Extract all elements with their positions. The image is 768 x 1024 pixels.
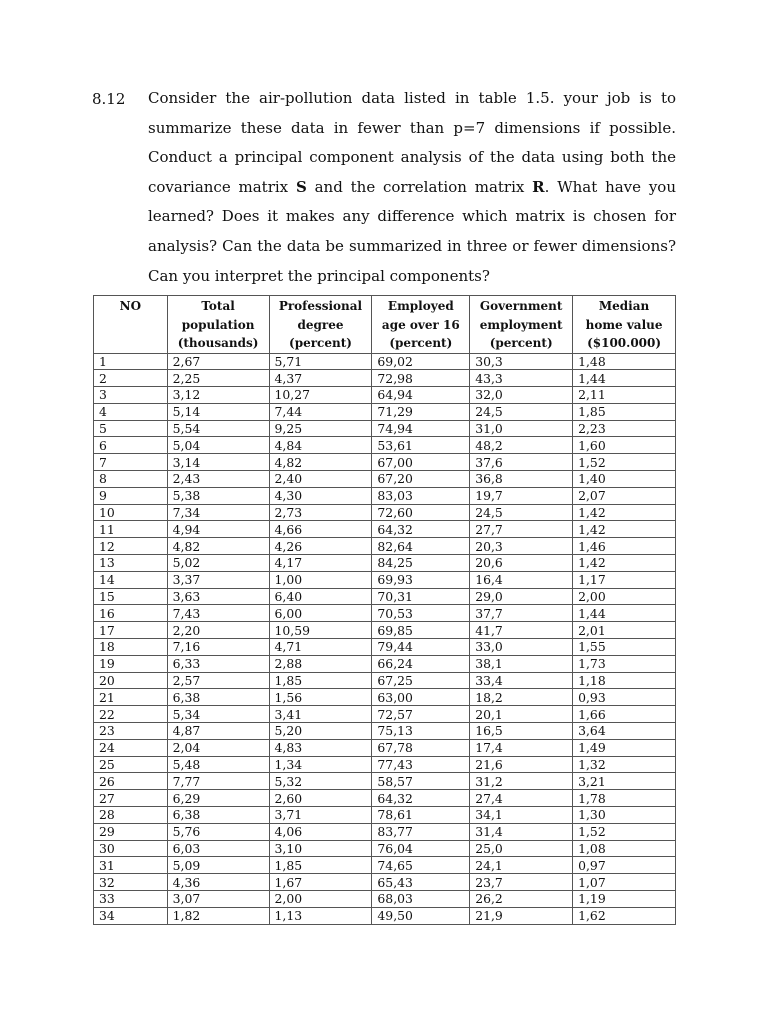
cell-median-home-value: 1,44 <box>573 605 676 622</box>
cell-employed-age-over-16: 69,02 <box>372 353 470 370</box>
cell-no: 17 <box>94 622 168 639</box>
cell-professional-degree: 6,00 <box>269 605 372 622</box>
cell-professional-degree: 2,88 <box>269 655 372 672</box>
problem-text-part: . What have you learned? Does it makes any difference which matrix is chosen for analysis? Can the data be summarized in three or fewer dimensions? Can you interpret the principal components? <box>148 177 676 285</box>
cell-no: 28 <box>94 807 168 824</box>
table-row <box>94 790 676 807</box>
cell-median-home-value: 0,97 <box>573 857 676 874</box>
cell-employed-age-over-16: 83,03 <box>372 487 470 504</box>
table-row <box>94 857 676 874</box>
header-line: Employed <box>387 299 454 313</box>
cell-no: 9 <box>94 487 168 504</box>
header-line: (thousands) <box>177 336 259 350</box>
table-row <box>94 739 676 756</box>
covariance-symbol: S <box>295 177 307 196</box>
table-row <box>94 588 676 605</box>
cell-employed-age-over-16: 82,64 <box>372 538 470 555</box>
cell-total-population: 5,76 <box>167 823 269 840</box>
cell-professional-degree: 6,40 <box>269 588 372 605</box>
cell-employed-age-over-16: 67,00 <box>372 454 470 471</box>
cell-professional-degree: 9,25 <box>269 420 372 437</box>
cell-employed-age-over-16: 76,04 <box>372 840 470 857</box>
cell-median-home-value: 2,23 <box>573 420 676 437</box>
cell-no: 12 <box>94 538 168 555</box>
table-row <box>94 689 676 706</box>
table-row <box>94 840 676 857</box>
header-line: Government <box>479 299 563 313</box>
cell-no: 4 <box>94 403 168 420</box>
cell-employed-age-over-16: 64,94 <box>372 387 470 404</box>
header-line: Total <box>201 299 235 313</box>
problem-text-part: Consider the air-pollution data listed in table 1.5. your job is to summarize these data in fewer than p=7 dimensions if possible. Conduct a principal component analysis of the data using both the covariance matrix <box>148 89 676 196</box>
table-row <box>94 605 676 622</box>
cell-government-employment: 20,1 <box>470 706 573 723</box>
cell-total-population: 7,34 <box>167 504 269 521</box>
cell-no: 22 <box>94 706 168 723</box>
cell-no: 20 <box>94 672 168 689</box>
air-pollution-table <box>93 295 676 925</box>
cell-median-home-value: 2,11 <box>573 387 676 404</box>
cell-median-home-value: 1,49 <box>573 739 676 756</box>
cell-median-home-value: 2,00 <box>573 588 676 605</box>
table-row <box>94 487 676 504</box>
cell-total-population: 5,38 <box>167 487 269 504</box>
cell-government-employment: 19,7 <box>470 487 573 504</box>
cell-government-employment: 23,7 <box>470 874 573 891</box>
header-line: (percent) <box>289 336 352 350</box>
header-total-population <box>167 296 269 354</box>
table-row <box>94 504 676 521</box>
header-line: age over 16 <box>381 317 460 332</box>
cell-median-home-value: 1,60 <box>573 437 676 454</box>
cell-government-employment: 32,0 <box>470 387 573 404</box>
cell-total-population: 3,07 <box>167 891 269 908</box>
cell-government-employment: 31,0 <box>470 420 573 437</box>
cell-total-population: 4,94 <box>167 521 269 538</box>
cell-median-home-value: 3,64 <box>573 723 676 740</box>
cell-employed-age-over-16: 67,78 <box>372 739 470 756</box>
cell-median-home-value: 2,01 <box>573 622 676 639</box>
header-government-employment <box>470 296 573 354</box>
table-row <box>94 823 676 840</box>
cell-total-population: 6,03 <box>167 840 269 857</box>
cell-professional-degree: 3,71 <box>269 807 372 824</box>
cell-no: 34 <box>94 907 168 924</box>
problem-number: 8.12 <box>92 90 126 108</box>
cell-total-population: 7,16 <box>167 639 269 656</box>
cell-employed-age-over-16: 49,50 <box>372 907 470 924</box>
table-row <box>94 706 676 723</box>
cell-government-employment: 20,3 <box>470 538 573 555</box>
cell-median-home-value: 1,19 <box>573 891 676 908</box>
cell-employed-age-over-16: 84,25 <box>372 555 470 572</box>
cell-median-home-value: 1,55 <box>573 639 676 656</box>
cell-median-home-value: 1,44 <box>573 370 676 387</box>
cell-total-population: 2,43 <box>167 471 269 488</box>
cell-government-employment: 30,3 <box>470 353 573 370</box>
cell-employed-age-over-16: 79,44 <box>372 639 470 656</box>
cell-total-population: 4,87 <box>167 723 269 740</box>
cell-professional-degree: 5,20 <box>269 723 372 740</box>
header-line: ($100.000) <box>587 336 662 350</box>
cell-employed-age-over-16: 68,03 <box>372 891 470 908</box>
cell-no: 15 <box>94 588 168 605</box>
cell-no: 18 <box>94 639 168 656</box>
cell-government-employment: 17,4 <box>470 739 573 756</box>
cell-median-home-value: 1,07 <box>573 874 676 891</box>
cell-median-home-value: 1,18 <box>573 672 676 689</box>
cell-total-population: 6,38 <box>167 807 269 824</box>
header-line: Professional <box>278 299 363 313</box>
cell-professional-degree: 4,84 <box>269 437 372 454</box>
cell-median-home-value: 1,52 <box>573 823 676 840</box>
cell-employed-age-over-16: 71,29 <box>372 403 470 420</box>
header-line: Median <box>598 299 650 313</box>
table-row <box>94 521 676 538</box>
cell-government-employment: 20,6 <box>470 555 573 572</box>
cell-employed-age-over-16: 64,32 <box>372 790 470 807</box>
correlation-symbol: R <box>532 177 545 196</box>
table-row <box>94 471 676 488</box>
cell-professional-degree: 4,37 <box>269 370 372 387</box>
cell-median-home-value: 1,17 <box>573 571 676 588</box>
cell-total-population: 2,04 <box>167 739 269 756</box>
cell-employed-age-over-16: 53,61 <box>372 437 470 454</box>
cell-professional-degree: 1,56 <box>269 689 372 706</box>
cell-government-employment: 41,7 <box>470 622 573 639</box>
cell-professional-degree: 1,00 <box>269 571 372 588</box>
cell-total-population: 3,37 <box>167 571 269 588</box>
cell-median-home-value: 1,42 <box>573 555 676 572</box>
cell-total-population: 2,67 <box>167 353 269 370</box>
header-no <box>94 296 168 354</box>
cell-total-population: 5,02 <box>167 555 269 572</box>
cell-government-employment: 36,8 <box>470 471 573 488</box>
table-row <box>94 370 676 387</box>
cell-government-employment: 48,2 <box>470 437 573 454</box>
cell-no: 14 <box>94 571 168 588</box>
cell-total-population: 3,63 <box>167 588 269 605</box>
cell-no: 25 <box>94 756 168 773</box>
table-row <box>94 655 676 672</box>
cell-professional-degree: 4,83 <box>269 739 372 756</box>
cell-professional-degree: 3,10 <box>269 840 372 857</box>
cell-professional-degree: 1,13 <box>269 907 372 924</box>
cell-median-home-value: 1,08 <box>573 840 676 857</box>
cell-government-employment: 21,9 <box>470 907 573 924</box>
cell-government-employment: 26,2 <box>470 891 573 908</box>
header-line: degree <box>297 317 344 332</box>
cell-total-population: 2,20 <box>167 622 269 639</box>
cell-employed-age-over-16: 58,57 <box>372 773 470 790</box>
cell-professional-degree: 4,66 <box>269 521 372 538</box>
cell-government-employment: 33,4 <box>470 672 573 689</box>
cell-government-employment: 18,2 <box>470 689 573 706</box>
cell-employed-age-over-16: 72,57 <box>372 706 470 723</box>
cell-median-home-value: 1,40 <box>573 471 676 488</box>
header-median-home-value <box>573 296 676 354</box>
table-row <box>94 437 676 454</box>
cell-no: 10 <box>94 504 168 521</box>
cell-total-population: 4,36 <box>167 874 269 891</box>
header-employed-age-over-16 <box>372 296 470 354</box>
table-header <box>94 296 676 354</box>
cell-no: 32 <box>94 874 168 891</box>
cell-government-employment: 21,6 <box>470 756 573 773</box>
cell-total-population: 5,48 <box>167 756 269 773</box>
cell-government-employment: 43,3 <box>470 370 573 387</box>
cell-employed-age-over-16: 70,31 <box>372 588 470 605</box>
cell-no: 30 <box>94 840 168 857</box>
cell-median-home-value: 1,85 <box>573 403 676 420</box>
cell-no: 33 <box>94 891 168 908</box>
cell-government-employment: 24,5 <box>470 403 573 420</box>
cell-median-home-value: 2,07 <box>573 487 676 504</box>
cell-employed-age-over-16: 63,00 <box>372 689 470 706</box>
cell-median-home-value: 1,46 <box>573 538 676 555</box>
cell-professional-degree: 4,82 <box>269 454 372 471</box>
cell-government-employment: 37,6 <box>470 454 573 471</box>
cell-no: 26 <box>94 773 168 790</box>
cell-government-employment: 16,5 <box>470 723 573 740</box>
cell-median-home-value: 1,30 <box>573 807 676 824</box>
table-row <box>94 874 676 891</box>
cell-employed-age-over-16: 74,65 <box>372 857 470 874</box>
table-row <box>94 773 676 790</box>
table-row <box>94 622 676 639</box>
cell-no: 1 <box>94 353 168 370</box>
cell-professional-degree: 1,85 <box>269 857 372 874</box>
cell-employed-age-over-16: 74,94 <box>372 420 470 437</box>
cell-total-population: 6,33 <box>167 655 269 672</box>
cell-no: 2 <box>94 370 168 387</box>
header-line: population <box>181 317 255 332</box>
header-row <box>94 296 676 354</box>
cell-no: 8 <box>94 471 168 488</box>
table-row <box>94 403 676 420</box>
table-body <box>94 353 676 924</box>
cell-total-population: 5,54 <box>167 420 269 437</box>
cell-professional-degree: 2,60 <box>269 790 372 807</box>
cell-no: 13 <box>94 555 168 572</box>
cell-professional-degree: 2,00 <box>269 891 372 908</box>
cell-employed-age-over-16: 64,32 <box>372 521 470 538</box>
header-line: (percent) <box>389 336 453 350</box>
table-row <box>94 420 676 437</box>
table-row <box>94 571 676 588</box>
cell-median-home-value: 1,32 <box>573 756 676 773</box>
cell-professional-degree: 3,41 <box>269 706 372 723</box>
problem-statement <box>92 84 676 291</box>
cell-total-population: 3,12 <box>167 387 269 404</box>
table-row <box>94 387 676 404</box>
cell-total-population: 6,29 <box>167 790 269 807</box>
cell-no: 7 <box>94 454 168 471</box>
table-row <box>94 807 676 824</box>
cell-no: 27 <box>94 790 168 807</box>
cell-no: 5 <box>94 420 168 437</box>
cell-median-home-value: 3,21 <box>573 773 676 790</box>
cell-government-employment: 31,2 <box>470 773 573 790</box>
cell-total-population: 7,43 <box>167 605 269 622</box>
cell-total-population: 5,34 <box>167 706 269 723</box>
table-row <box>94 756 676 773</box>
cell-employed-age-over-16: 67,20 <box>372 471 470 488</box>
cell-total-population: 5,14 <box>167 403 269 420</box>
header-line: NO <box>119 299 142 313</box>
table-row <box>94 672 676 689</box>
cell-no: 6 <box>94 437 168 454</box>
cell-total-population: 7,77 <box>167 773 269 790</box>
cell-no: 24 <box>94 739 168 756</box>
cell-no: 23 <box>94 723 168 740</box>
cell-no: 21 <box>94 689 168 706</box>
cell-median-home-value: 1,48 <box>573 353 676 370</box>
cell-government-employment: 37,7 <box>470 605 573 622</box>
cell-median-home-value: 0,93 <box>573 689 676 706</box>
cell-median-home-value: 1,62 <box>573 907 676 924</box>
cell-employed-age-over-16: 72,98 <box>372 370 470 387</box>
table-row <box>94 639 676 656</box>
cell-total-population: 2,57 <box>167 672 269 689</box>
cell-government-employment: 29,0 <box>470 588 573 605</box>
cell-professional-degree: 1,67 <box>269 874 372 891</box>
cell-professional-degree: 7,44 <box>269 403 372 420</box>
cell-government-employment: 31,4 <box>470 823 573 840</box>
cell-professional-degree: 5,71 <box>269 353 372 370</box>
cell-no: 3 <box>94 387 168 404</box>
cell-employed-age-over-16: 77,43 <box>372 756 470 773</box>
cell-no: 11 <box>94 521 168 538</box>
cell-no: 19 <box>94 655 168 672</box>
cell-professional-degree: 4,71 <box>269 639 372 656</box>
cell-employed-age-over-16: 70,53 <box>372 605 470 622</box>
header-professional-degree <box>269 296 372 354</box>
cell-government-employment: 27,7 <box>470 521 573 538</box>
cell-professional-degree: 5,32 <box>269 773 372 790</box>
table-row <box>94 353 676 370</box>
header-line: employment <box>479 317 563 332</box>
cell-employed-age-over-16: 75,13 <box>372 723 470 740</box>
cell-median-home-value: 1,78 <box>573 790 676 807</box>
cell-professional-degree: 1,85 <box>269 672 372 689</box>
cell-employed-age-over-16: 72,60 <box>372 504 470 521</box>
cell-professional-degree: 2,73 <box>269 504 372 521</box>
cell-government-employment: 34,1 <box>470 807 573 824</box>
problem-text-part: and the correlation matrix <box>306 177 533 196</box>
cell-median-home-value: 1,42 <box>573 504 676 521</box>
cell-professional-degree: 10,59 <box>269 622 372 639</box>
cell-no: 31 <box>94 857 168 874</box>
cell-median-home-value: 1,73 <box>573 655 676 672</box>
cell-government-employment: 33,0 <box>470 639 573 656</box>
cell-employed-age-over-16: 66,24 <box>372 655 470 672</box>
header-line: home value <box>585 317 663 332</box>
cell-no: 16 <box>94 605 168 622</box>
cell-median-home-value: 1,42 <box>573 521 676 538</box>
cell-government-employment: 24,1 <box>470 857 573 874</box>
table-row <box>94 723 676 740</box>
table-row <box>94 907 676 924</box>
header-line: (percent) <box>489 336 553 350</box>
cell-total-population: 6,38 <box>167 689 269 706</box>
cell-government-employment: 24,5 <box>470 504 573 521</box>
cell-employed-age-over-16: 69,85 <box>372 622 470 639</box>
cell-median-home-value: 1,52 <box>573 454 676 471</box>
cell-professional-degree: 10,27 <box>269 387 372 404</box>
cell-total-population: 1,82 <box>167 907 269 924</box>
cell-government-employment: 27,4 <box>470 790 573 807</box>
cell-professional-degree: 2,40 <box>269 471 372 488</box>
cell-professional-degree: 4,30 <box>269 487 372 504</box>
cell-no: 29 <box>94 823 168 840</box>
cell-government-employment: 16,4 <box>470 571 573 588</box>
table-row <box>94 555 676 572</box>
table-row <box>94 891 676 908</box>
cell-total-population: 5,04 <box>167 437 269 454</box>
cell-total-population: 4,82 <box>167 538 269 555</box>
cell-government-employment: 38,1 <box>470 655 573 672</box>
cell-professional-degree: 4,26 <box>269 538 372 555</box>
cell-professional-degree: 4,06 <box>269 823 372 840</box>
table-row <box>94 538 676 555</box>
cell-professional-degree: 4,17 <box>269 555 372 572</box>
cell-total-population: 5,09 <box>167 857 269 874</box>
cell-employed-age-over-16: 69,93 <box>372 571 470 588</box>
cell-employed-age-over-16: 65,43 <box>372 874 470 891</box>
cell-professional-degree: 1,34 <box>269 756 372 773</box>
cell-total-population: 2,25 <box>167 370 269 387</box>
cell-total-population: 3,14 <box>167 454 269 471</box>
table-row <box>94 454 676 471</box>
problem-text <box>148 84 676 291</box>
cell-government-employment: 25,0 <box>470 840 573 857</box>
cell-employed-age-over-16: 78,61 <box>372 807 470 824</box>
cell-employed-age-over-16: 67,25 <box>372 672 470 689</box>
cell-median-home-value: 1,66 <box>573 706 676 723</box>
cell-employed-age-over-16: 83,77 <box>372 823 470 840</box>
